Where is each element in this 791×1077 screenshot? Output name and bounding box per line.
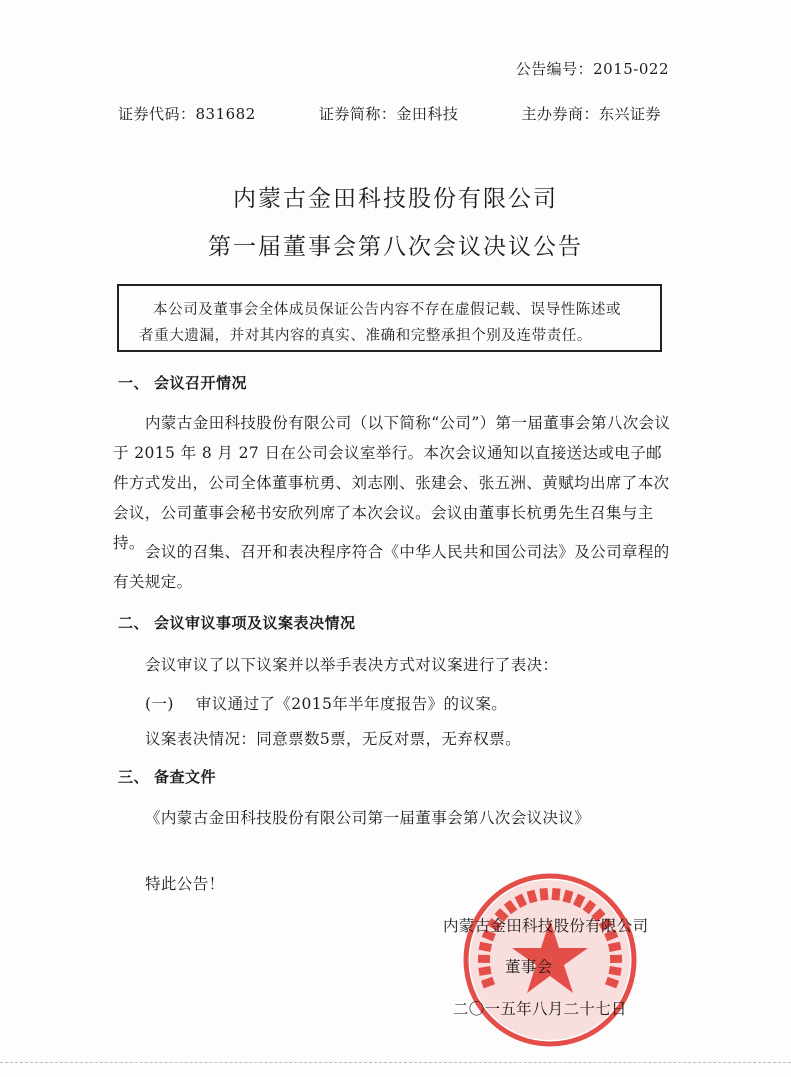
seal-lettering-mark bbox=[478, 955, 490, 963]
closing-text: 特此公告！ bbox=[145, 875, 225, 893]
disclaimer-line-1: 本公司及董事会全体成员保证公告内容不存在虚假记载、误导性陈述或 bbox=[153, 302, 622, 318]
announcement-title: 第一届董事会第八次会议决议公告 bbox=[208, 234, 583, 260]
signature-company: 内蒙古金田科技股份有限公司 bbox=[443, 917, 649, 935]
disclaimer-line-2: 者重大遗漏，并对其内容的真实、准确和完整承担个别及连带责任。 bbox=[139, 328, 592, 344]
signature-board: 董事会 bbox=[505, 958, 553, 976]
section-1-number: 一、 bbox=[118, 374, 150, 392]
section-1-paragraph-2: 会议的召集、召开和表决程序符合《中华人民共和国公司法》及公司章程的有关规定。 bbox=[113, 543, 670, 591]
company-title: 内蒙古金田科技股份有限公司 bbox=[233, 186, 558, 212]
vote-result: 议案表决情况：同意票数5票，无反对票，无弃权票。 bbox=[145, 730, 521, 748]
stock-info-row bbox=[118, 103, 661, 124]
resolution-item-text: 审议通过了《2015年半年度报告》的议案。 bbox=[195, 695, 508, 713]
section-1-paragraph-1: 内蒙古金田科技股份有限公司（以下简称“公司”）第一届董事会第八次会议于 2015 年 8 月 27 日在公司会议室举行。本次会议通知以直接送达或电子邮件方式发出，公司全体董事杭勇、刘志刚、张建会、张五洲、黄赋均出席了本次会议，公司董事会秘书安欣列席了本次会议。会议由董事长杭勇先生召集与主持。 bbox=[113, 414, 671, 552]
section-2-title: 会议审议事项及议案表决情况 bbox=[154, 614, 356, 632]
section-3-heading bbox=[118, 766, 216, 787]
section-1-title: 会议召开情况 bbox=[154, 374, 248, 392]
resolution-item-number: (一) bbox=[145, 695, 174, 713]
sponsor-broker: 主办券商：东兴证券 bbox=[521, 105, 661, 123]
section-2-number: 二、 bbox=[118, 614, 150, 632]
stock-abbreviation: 证券简称：金田科技 bbox=[318, 105, 459, 123]
seal-lettering-mark bbox=[610, 955, 622, 963]
section-3-title: 备查文件 bbox=[154, 768, 217, 786]
stock-code: 证券代码：831682 bbox=[118, 105, 256, 123]
section-3-number: 三、 bbox=[118, 768, 150, 786]
signature-date: 二〇一五年八月二十七日 bbox=[453, 1000, 627, 1018]
section-2-intro: 会议审议了以下议案并以举手表决方式对议案进行了表决： bbox=[145, 656, 559, 674]
seal-lettering-mark bbox=[551, 888, 560, 901]
resolution-item bbox=[145, 692, 507, 714]
section-2-heading bbox=[118, 612, 356, 633]
announcement-number: 公告编号：2015-022 bbox=[515, 60, 669, 78]
section-1-heading bbox=[118, 372, 247, 393]
reference-document: 《内蒙古金田科技股份有限公司第一届董事会第八次会议决议》 bbox=[145, 809, 591, 827]
disclaimer-box bbox=[117, 284, 662, 352]
seal-lettering-mark bbox=[539, 888, 548, 901]
scan-edge-rule bbox=[0, 1062, 791, 1064]
